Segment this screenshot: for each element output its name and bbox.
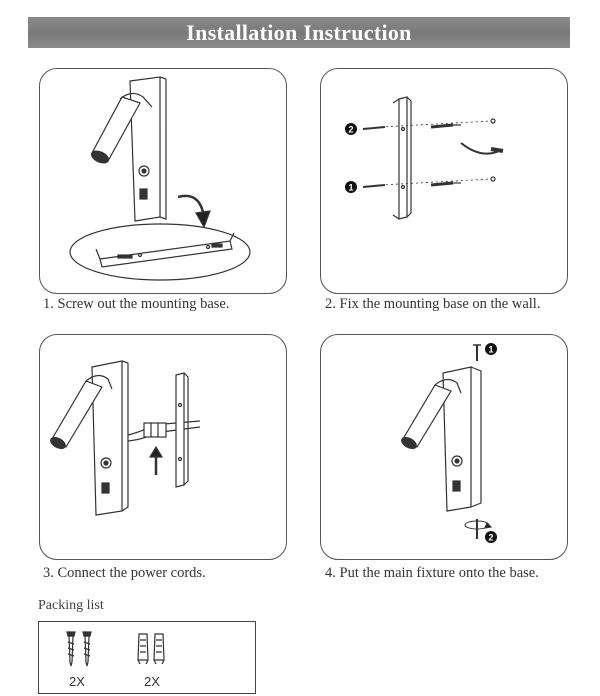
- step-2-illustration: [321, 69, 567, 293]
- marker-2-bottom: 2: [488, 532, 494, 543]
- step-4-illustration: [321, 335, 567, 559]
- screw-qty: 2X: [69, 674, 85, 689]
- step-1-illustration: [40, 69, 286, 293]
- wall-anchor-icon: [138, 634, 164, 664]
- step-1-caption: 1. Screw out the mounting base.: [43, 296, 230, 312]
- page-title: Installation Instruction: [186, 19, 412, 45]
- step-3-caption: 3. Connect the power cords.: [43, 565, 206, 581]
- marker-2: 2: [348, 124, 354, 135]
- step-3-illustration: [40, 335, 286, 559]
- step-2-panel: [320, 68, 568, 294]
- marker-1-top: 1: [488, 344, 494, 355]
- wall-anchor-qty: 2X: [144, 674, 160, 689]
- step-3-panel: [39, 334, 287, 560]
- title-bar: [28, 17, 570, 48]
- step-2-caption: 2. Fix the mounting base on the wall.: [325, 296, 541, 312]
- screw-icon: [67, 632, 91, 666]
- step-4-caption: 4. Put the main fixture onto the base.: [325, 565, 539, 581]
- step-4-panel: [320, 334, 568, 560]
- packing-list-label: Packing list: [38, 598, 104, 613]
- marker-1: 1: [348, 182, 354, 193]
- packing-list-box: [38, 621, 256, 694]
- step-1-panel: [39, 68, 287, 294]
